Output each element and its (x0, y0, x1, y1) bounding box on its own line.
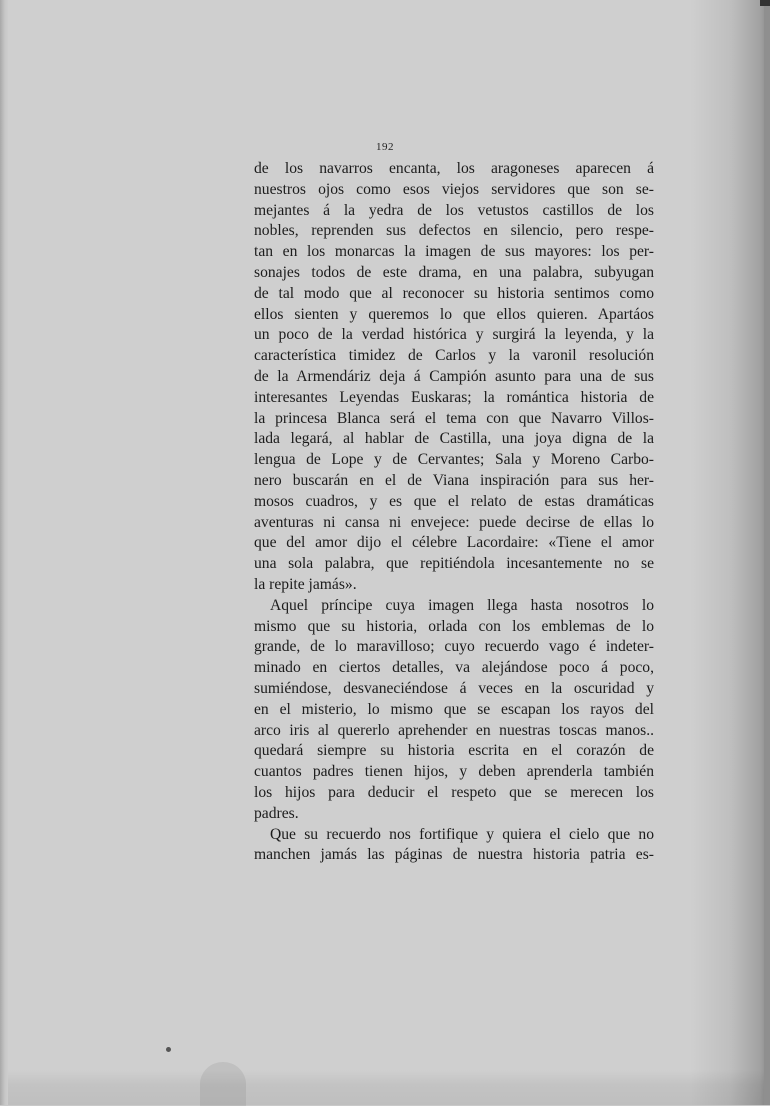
paragraph-3 (254, 825, 654, 867)
text-line: minado en ciertos detalles, va alejándose poco á poco, (254, 659, 654, 677)
text-line: la repite jamás». (254, 575, 357, 593)
text-line: en el misterio, lo mismo que se escapan los rayos del (254, 700, 654, 718)
text-line: aventuras ni cansa ni envejece: puede decirse de ellas lo (254, 513, 654, 531)
text-line: nobles, reprenden sus defectos en silencio, pero respe- (254, 222, 654, 240)
text-line: los hijos para deducir el respeto que se merecen los (254, 783, 654, 801)
page-right-edge-shadow (764, 0, 770, 1105)
text-line: de la Armendáriz deja á Campión asunto para una de sus (254, 367, 654, 385)
paragraph-2 (254, 596, 654, 825)
text-line: de los navarros encanta, los aragoneses aparecen á (254, 160, 654, 177)
text-line: padres. (254, 804, 299, 822)
text-line: grande, de lo maravilloso; cuyo recuerdo vago é indeter- (254, 638, 654, 656)
paper-stain (200, 1062, 246, 1106)
text-line: lada legará, al hablar de Castilla, una joya digna de la (254, 430, 654, 448)
text-line: nuestros ojos como esos viejos servidores que son se- (254, 180, 654, 198)
text-line: sonajes todos de este drama, en una palabra, subyugan (254, 263, 654, 281)
text-line: quedará siempre su historia escrita en el corazón de (254, 742, 654, 760)
text-line: manchen jamás las páginas de nuestra historia patria es- (254, 846, 654, 864)
text-line: Que su recuerdo nos fortifique y quiera el cielo que no (270, 825, 654, 843)
text-line: de tal modo que al reconocer su historia sentimos como (254, 284, 654, 302)
text-line: un poco de la verdad histórica y surgirá la leyenda, y la (254, 326, 654, 344)
text-line: mejantes á la yedra de los vetustos castillos de los (254, 201, 654, 219)
page-number: 192 (376, 141, 394, 153)
text-line: mismo que su historia, orlada con los emblemas de lo (254, 617, 654, 635)
text-line: nero buscarán en el de Viana inspiración para sus her- (254, 471, 654, 489)
text-line: sumiéndose, desvaneciéndose á veces en la oscuridad y (254, 679, 654, 697)
text-line: interesantes Leyendas Euskaras; la romántica historia de (254, 388, 654, 406)
paragraph-1 (254, 159, 654, 596)
body-text (254, 159, 654, 866)
text-line: Aquel príncipe cuya imagen llega hasta nosotros lo (270, 596, 654, 614)
ink-speck (166, 1047, 171, 1052)
text-line: lengua de Lope y de Cervantes; Sala y Moreno Carbo- (254, 451, 654, 469)
text-line: que del amor dijo el célebre Lacordaire: «Tiene el amor (254, 534, 654, 552)
text-line: arco iris al quererlo aprehender en nuestras toscas manos.. (254, 721, 654, 739)
corner-mark (760, 0, 770, 6)
text-line: mosos cuadros, y es que el relato de estas dramáticas (254, 492, 654, 510)
text-line: la princesa Blanca será el tema con que Navarro Villos- (254, 409, 654, 427)
text-line: una sola palabra, que repitiéndola incesantemente no se (254, 555, 654, 573)
text-line: característica timidez de Carlos y la varonil resolución (254, 347, 654, 365)
text-line: cuantos padres tienen hijos, y deben aprenderla también (254, 763, 654, 781)
page-left-edge (0, 0, 8, 1105)
text-line: tan en los monarcas la imagen de sus mayores: los per- (254, 243, 654, 261)
text-line: ellos sienten y queremos lo que ellos quieren. Apartáos (254, 305, 654, 323)
